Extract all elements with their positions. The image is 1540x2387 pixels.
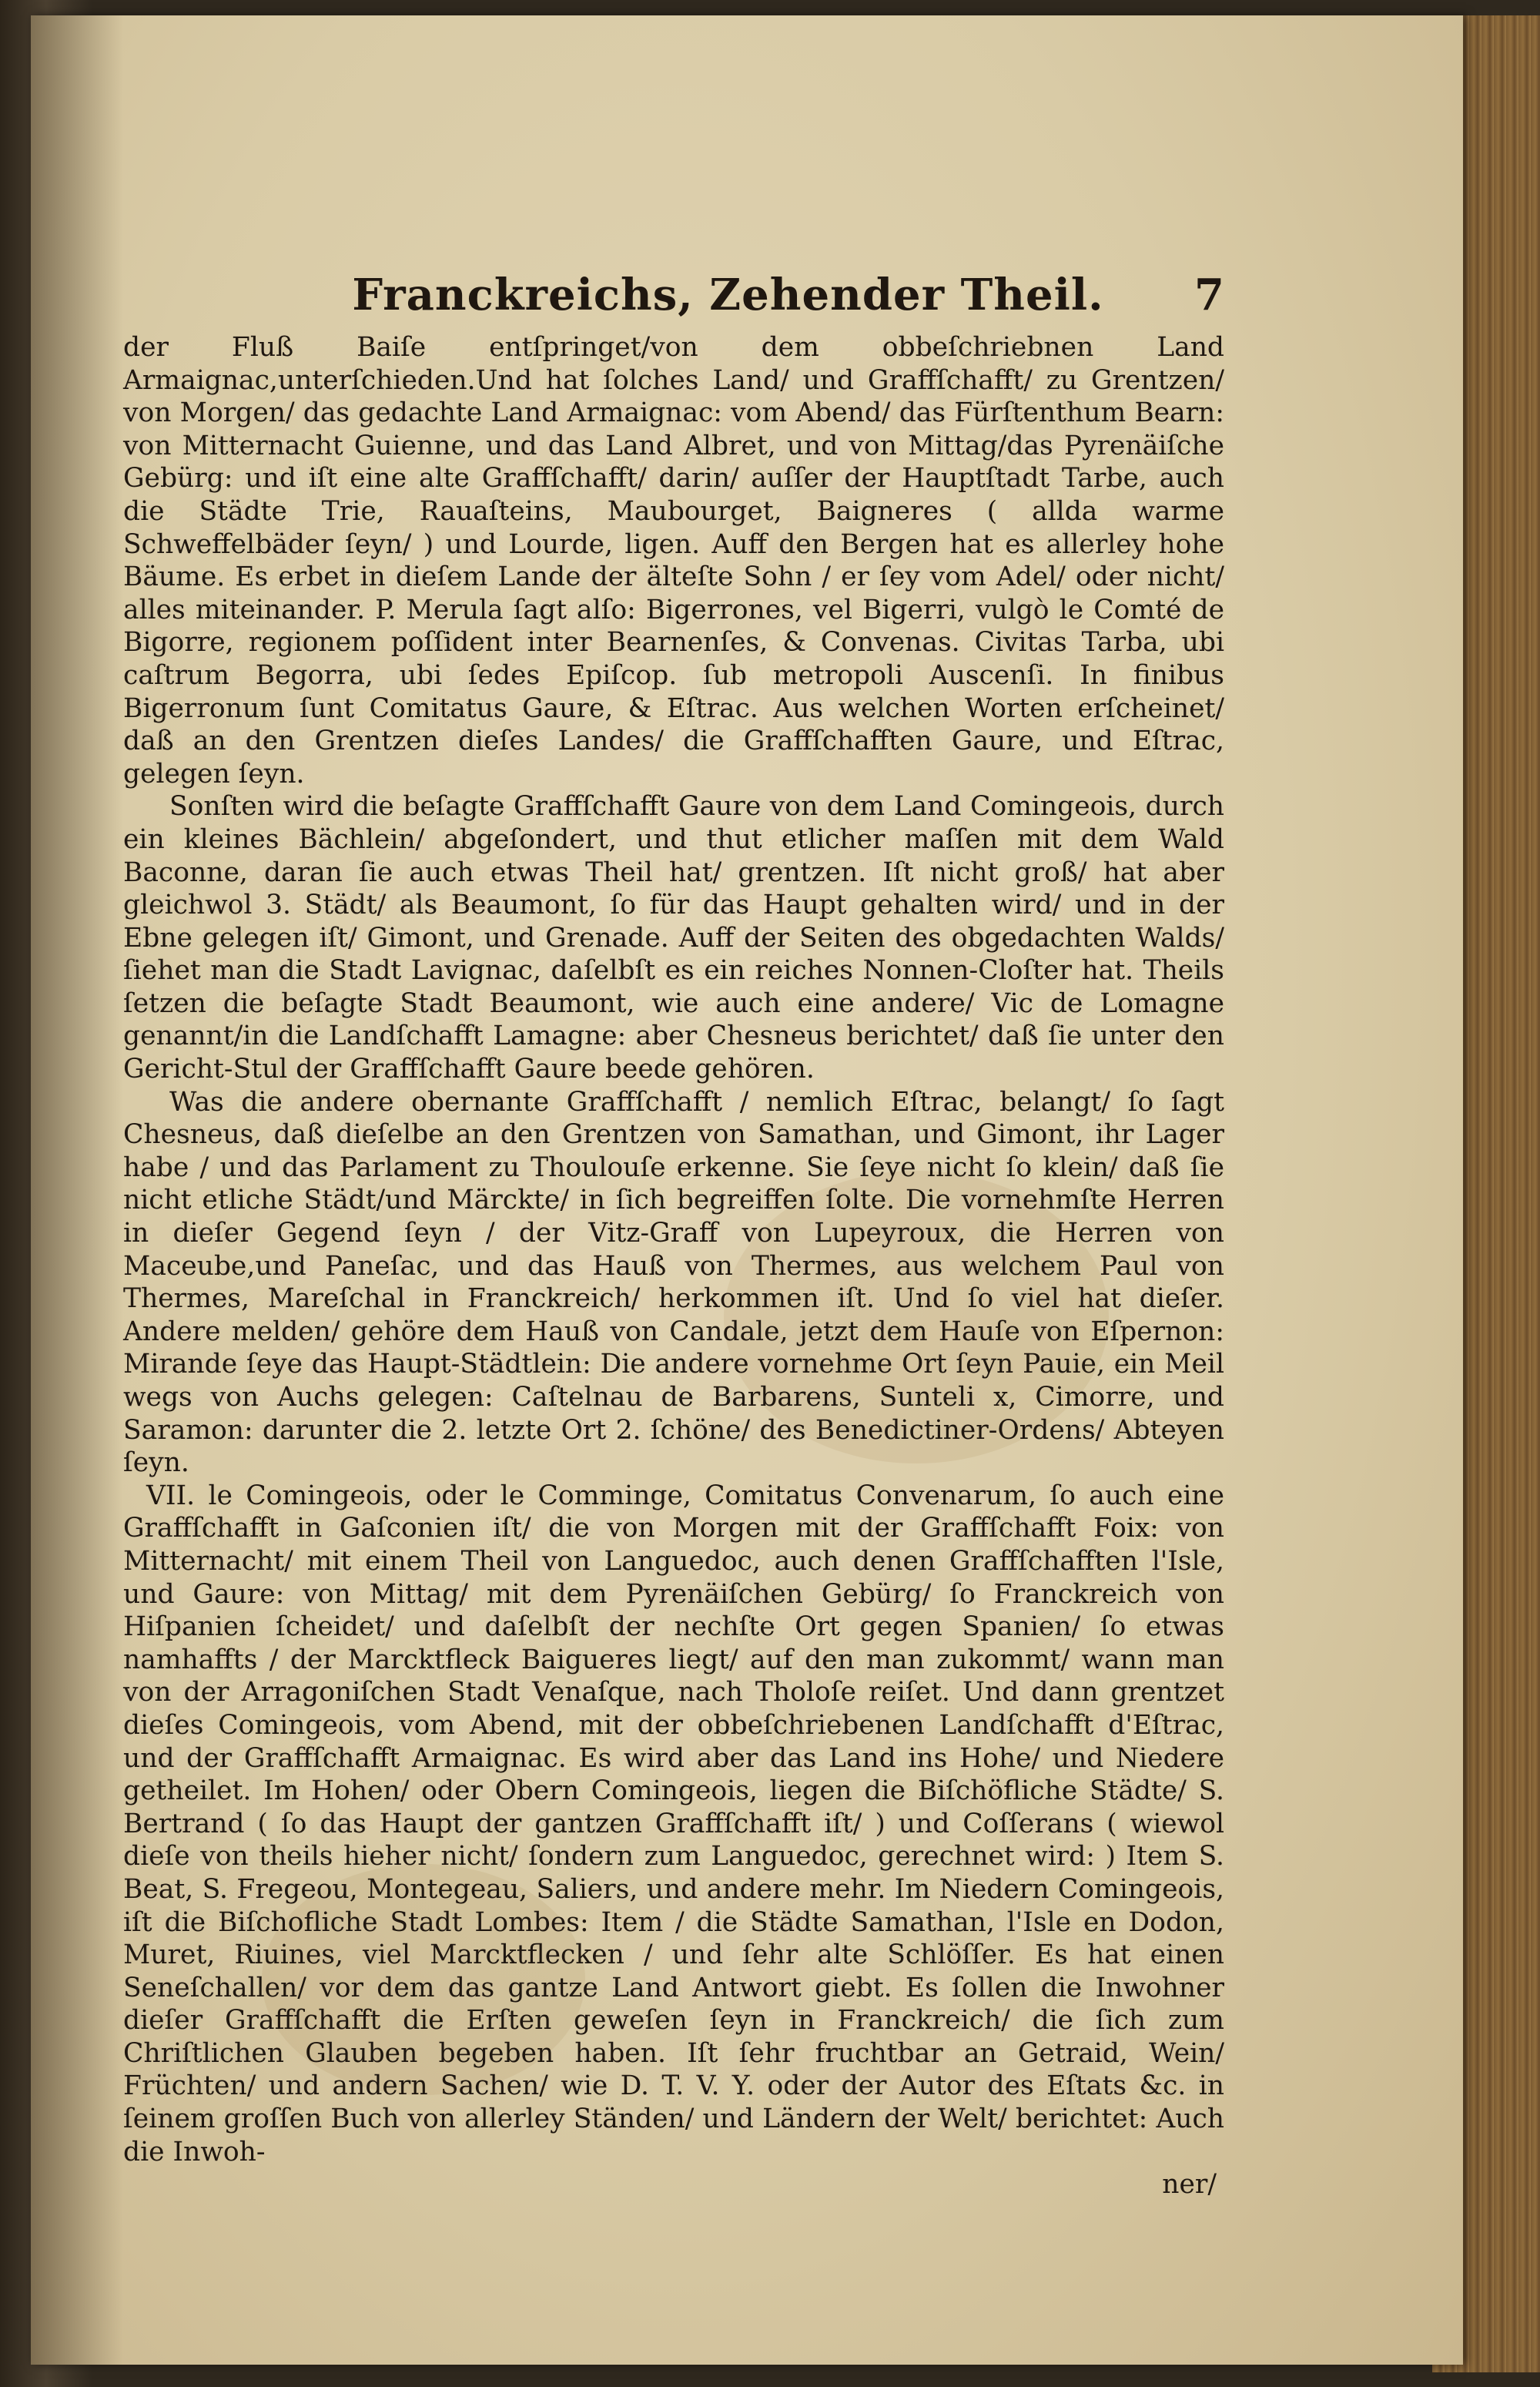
page-number: 7 <box>1194 270 1224 320</box>
binding-gutter-shadow <box>31 15 123 2365</box>
paragraph-comingeois: VII. le Comingeois, oder le Comminge, Comitatus Convenarum, ſo auch eine Graffſchafft in Gaſconien iſt/ die von Morgen mit der Graffſchafft Foix: von Mitternacht/ mit einem Theil von Languedoc, auch denen Graffſchafften l'Isle, und Gaure: von Mittag/ mit dem Pyrenäiſchen Gebürg/ ſo Franckreich von Hiſpanien ſcheidet/ und daſelbſt der nechſte Ort gegen Spanien/ ſo etwas namhaffts / der Marcktfleck Baigueres liegt/ auf den man zukommt/ wann man von der Arragoniſchen Stadt Venaſque, nach Tholoſe reiſet. Und dann grentzet dieſes Comingeois, vom Abend, mit der obbeſchriebenen Landſchafft d'Eſtrac, und der Graffſchafft Armaignac. Es wird aber das Land ins Hohe/ und Niedere getheilet. Im Hohen/ oder Obern Comingeois, liegen die Biſchöfliche Städte/ S. Bertrand ( ſo das Haupt der gantzen Graffſchafft iſt/ ) und Coſſerans ( wiewol dieſe von theils hieher nicht/ ſondern zum Languedoc, gerechnet wird: ) Item S. Beat, S. Fregeou, Montegeau, Saliers, und andere mehr. Im Niedern Comingeois, iſt die Biſchofliche Stadt Lombes: Item / die Städte Samathan, l'Isle en Dodon, Muret, Riuines, viel Marcktflecken / und ſehr alte Schlöſſer. Es hat einen Seneſchallen/ vor dem das gantze Land Antwort giebt. Es ſollen die Inwohner dieſer Graffſchafft die Erſten geweſen ſeyn in Franckreich/ die ſich zum Chriſtlichen Glauben begeben haben. Iſt ſehr fruchtbar an Getraid, Wein/ Früchten/ und andern Sachen/ wie D. T. V. Y. oder der Autor des Eſtats &c. in ſeinem groſſen Buch von allerley Ständen/ und Ländern der Welt/ berichtet: Auch die Inwoh- <box>123 1480 1224 2167</box>
running-head-title: Franckreichs, Zehender Theil. <box>352 270 1104 320</box>
paragraph-bigorre: der Fluß Baiſe entſpringet/von dem obbeſchriebnen Land Armaignac,unterſchieden.Und hat ſolches Land/ und Graffſchafft/ zu Grentzen/ von Morgen/ das gedachte Land Armaignac: vom Abend/ das Fürſtenthum Bearn: von Mitternacht Guienne, und das Land Albret, und von Mittag/das Pyrenäiſche Gebürg: und iſt eine alte Graffſchafft/ darin/ auſſer der Hauptſtadt Tarbe, auch die Städte Trie, Rauaſteins, Maubourget, Baigneres ( allda warme Schweffelbäder ſeyn/ ) und Lourde, ligen. Auff den Bergen hat es allerley hohe Bäume. Es erbet in dieſem Lande der älteſte Sohn / er ſey vom Adel/ oder nicht/ alles miteinander. P. Merula ſagt alſo: Bigerrones, vel Bigerri, vulgò le Comté de Bigorre, regionem poſſident inter Bearnenſes, & Convenas. Civitas Tarba, ubi caſtrum Begorra, ubi ſedes Epiſcop. ſub metropoli Auscenſi. In finibus Bigerronum ſunt Comitatus Gaure, & Eſtrac. Aus welchen Worten erſcheinet/ daß an den Grentzen dieſes Landes/ die Graffſchafften Gaure, und Eſtrac, gelegen ſeyn. <box>123 332 1224 790</box>
paragraph-estrac: Was die andere obernante Graffſchafft / nemlich Eſtrac, belangt/ ſo ſagt Chesneus, daß dieſelbe an den Grentzen von Samathan, und Gimont, ihr Lager habe / und das Parlament zu Thoulouſe erkenne. Sie ſeye nicht ſo klein/ daß ſie nicht etliche Städt/und Märckte/ in ſich begreiffen ſolte. Die vornehmſte Herren in dieſer Gegend ſeyn / der Vitz-Graff von Lupeyroux, die Herren von Maceube,und Paneſac, und das Hauß von Thermes, aus welchem Paul von Thermes, Mareſchal in Franckreich/ herkommen iſt. Und ſo viel hat dieſer. Andere melden/ gehöre dem Hauß von Candale, jetzt dem Hauſe von Eſpernon: Mirande ſeye das Haupt-Städtlein: Die andere vornehme Ort ſeyn Pauie, ein Meil wegs von Auchs gelegen: Caſtelnau de Barbarens, Sunteli x, Cimorre, und Saramon: darunter die 2. letzte Ort 2. ſchöne/ des Benedictiner-Ordens/ Abteyen ſeyn. <box>123 1086 1224 1479</box>
page-text-block <box>123 270 1224 2201</box>
running-head <box>123 270 1224 320</box>
paragraph-gaure: Sonſten wird die beſagte Graffſchafft Gaure von dem Land Comingeois, durch ein kleines Bächlein/ abgeſondert, und thut etlicher maſſen mit dem Wald Baconne, daran ſie auch etwas Theil hat/ grentzen. Iſt nicht groß/ hat aber gleichwol 3. Städt/ als Beaumont, ſo für das Haupt gehalten wird/ und in der Ebne gelegen iſt/ Gimont, und Grenade. Auff der Seiten des obgedachten Walds/ ſiehet man die Stadt Lavignac, daſelbſt es ein reiches Nonnen-Cloſter hat. Theils ſetzen die beſagte Stadt Beaumont, wie auch eine andere/ Vic de Lomagne genannt/in die Landſchafft Lamagne: aber Chesneus berichtet/ daß ſie unter den Gericht-Stul der Graffſchafft Gaure beede gehören. <box>123 791 1224 1085</box>
catchword: ner/ <box>1162 2169 1217 2201</box>
